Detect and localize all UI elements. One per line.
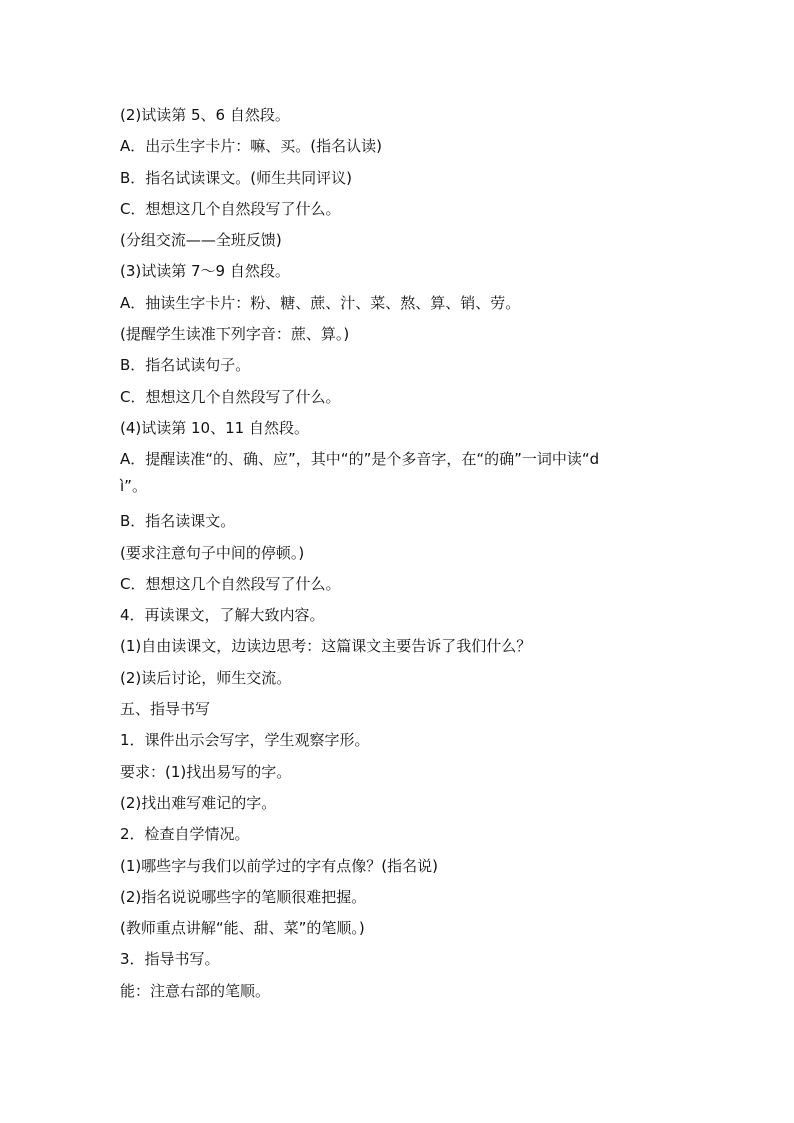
text-line: 4．再读课文，了解大致内容。 xyxy=(120,606,325,625)
text-line: A．抽读生字卡片：粉、糖、蔗、汁、菜、熬、算、销、劳。 xyxy=(120,293,521,312)
text-line: B．指名读课文。 xyxy=(120,512,236,531)
text-line: A．提醒读准“的、确、应”，其中“的”是个多音字，在“的确”一词中读“d xyxy=(120,450,600,469)
text-line: C．想想这几个自然段写了什么。 xyxy=(120,387,341,406)
text-line: 能：注意右部的笔顺。 xyxy=(120,981,271,1000)
text-line: B．指名试读课文。(师生共同评议) xyxy=(120,168,352,187)
text-line: 2．检查自学情况。 xyxy=(120,825,250,844)
text-line: (分组交流——全班反馈) xyxy=(120,231,282,250)
text-line: (1)自由读课文，边读边思考：这篇课文主要告诉了我们什么？ xyxy=(120,637,532,656)
text-line: (1)哪些字与我们以前学过的字有点像？(指名说) xyxy=(120,856,438,875)
text-line: (2)试读第 5、6 自然段。 xyxy=(120,106,290,124)
text-line: (教师重点讲解“能、甜、菜”的笔顺。) xyxy=(120,919,365,938)
text-line: (2)读后讨论，师生交流。 xyxy=(120,668,292,687)
text-line: C．想想这几个自然段写了什么。 xyxy=(120,574,341,593)
text-line: C．想想这几个自然段写了什么。 xyxy=(120,199,341,218)
text-line-continuation: ì”。 xyxy=(120,477,147,496)
text-line: (3)试读第 7～9 自然段。 xyxy=(120,262,290,281)
text-line: 1．课件出示会写字，学生观察字形。 xyxy=(120,731,370,750)
section-heading: 五、指导书写 xyxy=(120,700,211,719)
text-line: 3．指导书写。 xyxy=(120,950,220,969)
text-line: (2)找出难写难记的字。 xyxy=(120,793,277,812)
text-line: 要求：(1)找出易写的字。 xyxy=(120,762,292,781)
lesson-plan-text xyxy=(120,101,680,1008)
text-line: A．出示生字卡片：嘛、买。(指名认读) xyxy=(120,137,382,156)
text-line: (2)指名说说哪些字的笔顺很难把握。 xyxy=(120,887,367,906)
text-line: (要求注意句子中间的停顿。) xyxy=(120,543,305,562)
text-line: (提醒学生读准下列字音：蔗、算。) xyxy=(120,325,350,344)
text-line: B．指名试读句子。 xyxy=(120,356,251,375)
text-line: (4)试读第 10、11 自然段。 xyxy=(120,418,309,437)
